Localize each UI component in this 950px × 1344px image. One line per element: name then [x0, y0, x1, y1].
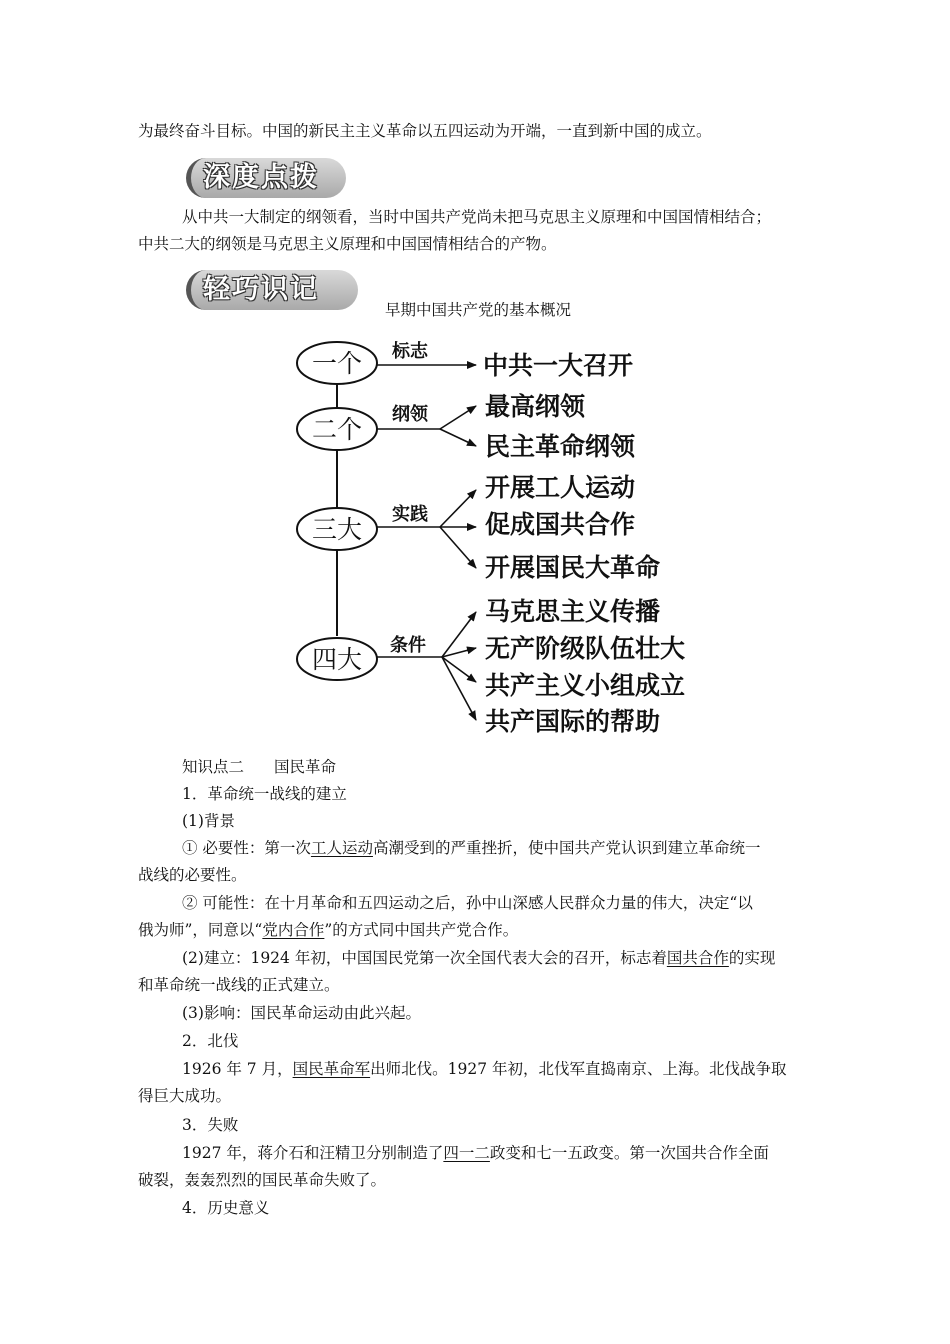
edge-4-arrow-4	[442, 657, 476, 720]
edge-2-arrow-1	[440, 406, 476, 429]
underlined-term: 四一二	[443, 1144, 490, 1162]
deep-text-line2: 中共二大的纲领是马克思主义原理和中国国情相结合的产物。	[138, 235, 557, 253]
edge-2-label: 纲领	[392, 404, 428, 425]
edge-4-arrow-1	[442, 612, 476, 657]
node-2-label: 二个	[311, 415, 363, 444]
edge-1-label: 标志	[392, 341, 428, 362]
impact-line: (3)影响：国民革命运动由此兴起。	[182, 1004, 421, 1022]
necessity-line2: 战线的必要性。	[138, 866, 247, 884]
failure-line2: 破裂，轰轰烈烈的国民革命失败了。	[138, 1171, 387, 1189]
knowledge-title: 国民革命	[274, 758, 337, 776]
underlined-term: 国民革命军	[292, 1060, 371, 1078]
section-4-title: 4．历史意义	[182, 1199, 270, 1217]
edge-3-arrow-1	[440, 490, 476, 527]
node-4-item-1: 马克思主义传播	[485, 597, 661, 626]
possibility-line2: 俄为师”，同意以“党内合作”的方式同中国共产党合作。	[138, 921, 519, 939]
node-3-item-1: 开展工人运动	[485, 473, 636, 502]
section-badge-deep: 深度点拨	[186, 158, 346, 198]
establish-line1: (2)建立：1924 年初，中国国民党第一次全国代表大会的召开，标志着国共合作的实现	[182, 949, 776, 967]
node-3-label: 三大	[311, 515, 363, 544]
necessity-line1: ① 必要性：第一次工人运动高潮受到的严重挫折，使中国共产党认识到建立革命统一	[182, 839, 761, 857]
knowledge-heading	[182, 757, 336, 777]
underlined-term: 国共合作	[666, 949, 729, 967]
node-1-item-1: 中共一大召开	[483, 351, 634, 380]
section-1-1-title: (1)背景	[182, 812, 235, 830]
underlined-term: 党内合作	[262, 921, 325, 939]
edge-2-arrow-2	[440, 429, 476, 446]
northern-line1: 1926 年 7 月，国民革命军出师北伐。1927 年初，北伐军直捣南京、上海。北伐战争取	[182, 1060, 787, 1078]
edge-3-label: 实践	[392, 504, 428, 525]
node-3-item-2: 促成国共合作	[485, 510, 636, 539]
node-2-item-2: 民主革命纲领	[485, 432, 636, 461]
node-2-item-1: 最高纲领	[485, 392, 586, 421]
section-1-title: 1．革命统一战线的建立	[182, 785, 347, 803]
node-1-label: 一个	[311, 349, 363, 378]
node-4-item-3: 共产主义小组成立	[485, 671, 686, 700]
edge-3-arrow-3	[440, 527, 476, 568]
node-4-item-2: 无产阶级队伍壮大	[485, 634, 686, 663]
node-4-label: 四大	[311, 645, 363, 674]
knowledge-number: 知识点二	[182, 758, 245, 776]
edge-4-arrow-3	[442, 657, 476, 682]
node-3-item-3: 开展国民大革命	[485, 553, 661, 582]
party-overview-diagram	[280, 330, 710, 740]
node-4-item-4: 共产国际的帮助	[485, 707, 661, 736]
section-3-title: 3．失败	[182, 1116, 239, 1134]
intro-text: 为最终奋斗目标。中国的新民主主义革命以五四运动为开端，一直到新中国的成立。	[138, 122, 712, 140]
section-2-title: 2．北伐	[182, 1032, 239, 1050]
deep-text-line1: 从中共一大制定的纲领看，当时中国共产党尚未把马克思主义原理和中国国情相结合；	[182, 208, 772, 226]
edge-4-label: 条件	[390, 635, 426, 656]
underlined-term: 工人运动	[310, 839, 373, 857]
failure-line1: 1927 年，蒋介石和汪精卫分别制造了四一二政变和七一五政变。第一次国共合作全面	[182, 1144, 769, 1162]
establish-line2: 和革命统一战线的正式建立。	[138, 976, 340, 994]
possibility-line1: ② 可能性：在十月革命和五四运动之后，孙中山深感人民群众力量的伟大，决定“以	[182, 894, 753, 912]
section-badge-memory: 轻巧识记	[186, 270, 358, 310]
northern-line2: 得巨大成功。	[138, 1087, 232, 1105]
diagram-caption: 早期中国共产党的基本概况	[385, 301, 572, 319]
